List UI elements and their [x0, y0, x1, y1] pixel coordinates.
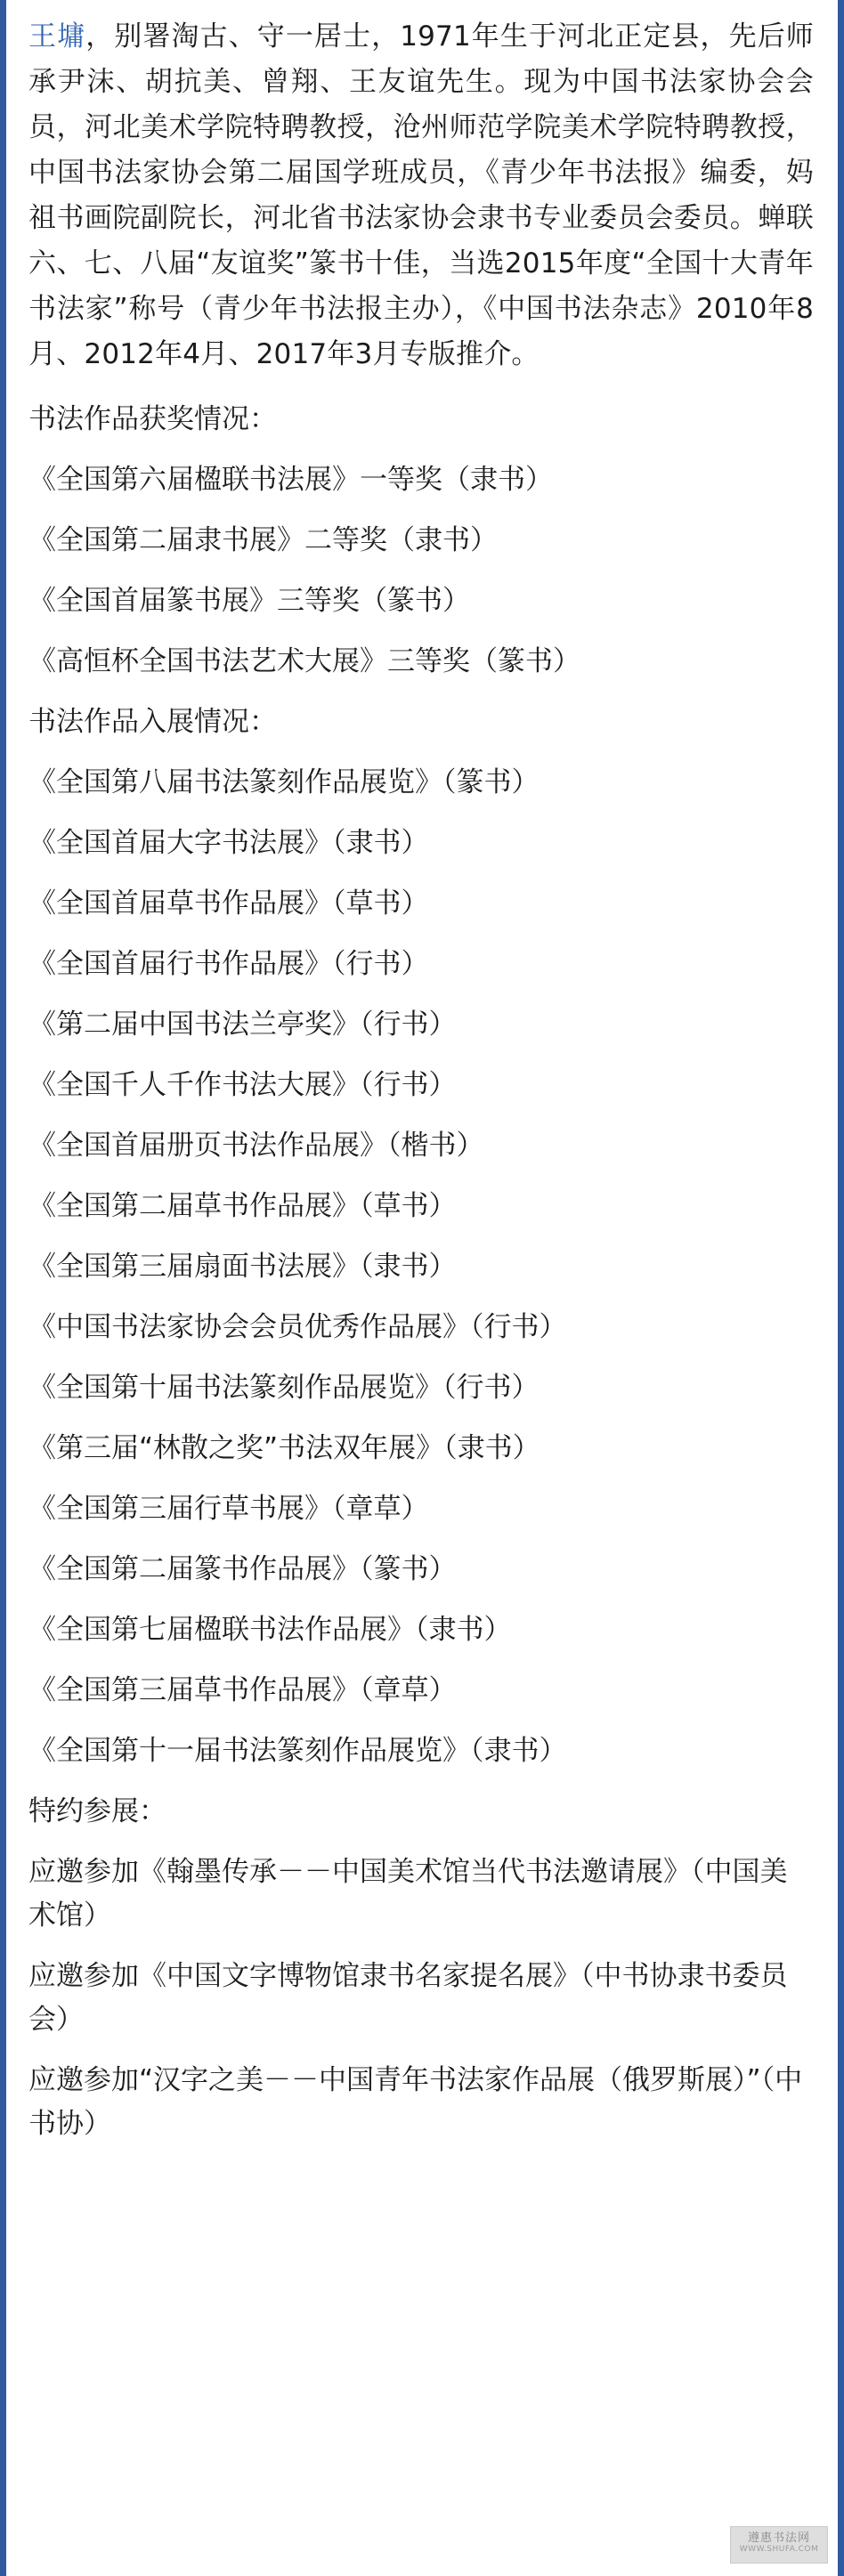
- list-item: 《全国第三届草书作品展》（章草）: [28, 1674, 457, 1706]
- list-item: 《全国第三届行草书展》（章草）: [28, 1493, 429, 1525]
- list-item: 《全国第二届草书作品展》（草书）: [28, 1190, 457, 1222]
- list-item: 《全国第七届楹联书法作品展》（隶书）: [28, 1614, 512, 1646]
- list-item: 《第三届“林散之奖”书法双年展》（隶书）: [28, 1432, 540, 1464]
- list-item: 《全国第二届隶书展》二等奖（隶书）: [28, 524, 498, 556]
- list-item: 《高恒杯全国书法艺术大展》三等奖（篆书）: [28, 645, 580, 677]
- list-item: 《全国首届行书作品展》（行书）: [28, 948, 429, 980]
- biography-text: ，别署淘古、守一居士，1971年生于河北正定县，先后师承尹沫、胡抗美、曾翔、王友谊先生。现为中国书法家协会会员，河北美术学院特聘教授，沧州师范学院美术学院特聘教授，中国书法家协会第二届国学班成员，《青少年书法报》编委，妈祖书画院副院长，河北省书法家协会隶书专业委员会委员。蝉联六、七、八届“友谊奖”篆书十佳，当选2015年度“全国十大青年书法家”称号（青少年书法报主办），《中国书法杂志》2010年8月、2012年4月、2017年3月专版推介。: [28, 20, 814, 370]
- list-item: 应邀参加“汉字之美－－中国青年书法家作品展（俄罗斯展）”（中书协）: [28, 2064, 803, 2140]
- list-item: 《第二届中国书法兰亭奖》（行书）: [28, 1009, 457, 1041]
- watermark-sub-text: WWW.SHUFA.COM: [739, 2545, 819, 2554]
- artist-name: 王墉: [28, 20, 86, 53]
- list-item: 《中国书法家协会会员优秀作品展》（行书）: [28, 1311, 567, 1343]
- list-item: 应邀参加《中国文字博物馆隶书名家提名展》（中书协隶书委员会）: [28, 1960, 788, 2036]
- section-heading-awards: 书法作品获奖情况：: [28, 403, 277, 435]
- list-item: 《全国第二届篆书作品展》（篆书）: [28, 1553, 457, 1585]
- list-item: 应邀参加《翰墨传承－－中国美术馆当代书法邀请展》（中国美术馆）: [28, 1856, 788, 1932]
- watermark-main-text: 遵惠书法网: [747, 2531, 810, 2545]
- list-item: 《全国第十届书法篆刻作品展览》（行书）: [28, 1372, 540, 1404]
- list-item: 《全国首届大字书法展》（隶书）: [28, 827, 429, 859]
- list-item: 《全国首届册页书法作品展》（楷书）: [28, 1130, 484, 1162]
- section-heading-special: 特约参展：: [28, 1795, 166, 1827]
- list-item: 《全国第八届书法篆刻作品展览》（篆书）: [28, 766, 540, 798]
- biography-paragraph: [28, 14, 814, 377]
- list-item: 《全国首届篆书展》三等奖（篆书）: [28, 585, 470, 617]
- watermark: [730, 2526, 828, 2564]
- list-item: 《全国首届草书作品展》（草书）: [28, 887, 429, 919]
- section-heading-exhibitions: 书法作品入展情况：: [28, 706, 277, 738]
- list-item: 《全国第六届楹联书法展》一等奖（隶书）: [28, 464, 553, 496]
- list-item: 《全国千人千作书法大展》（行书）: [28, 1069, 457, 1101]
- list-item: 《全国第三届扇面书法展》（隶书）: [28, 1251, 457, 1283]
- list-item: 《全国第十一届书法篆刻作品展览》（隶书）: [28, 1735, 567, 1767]
